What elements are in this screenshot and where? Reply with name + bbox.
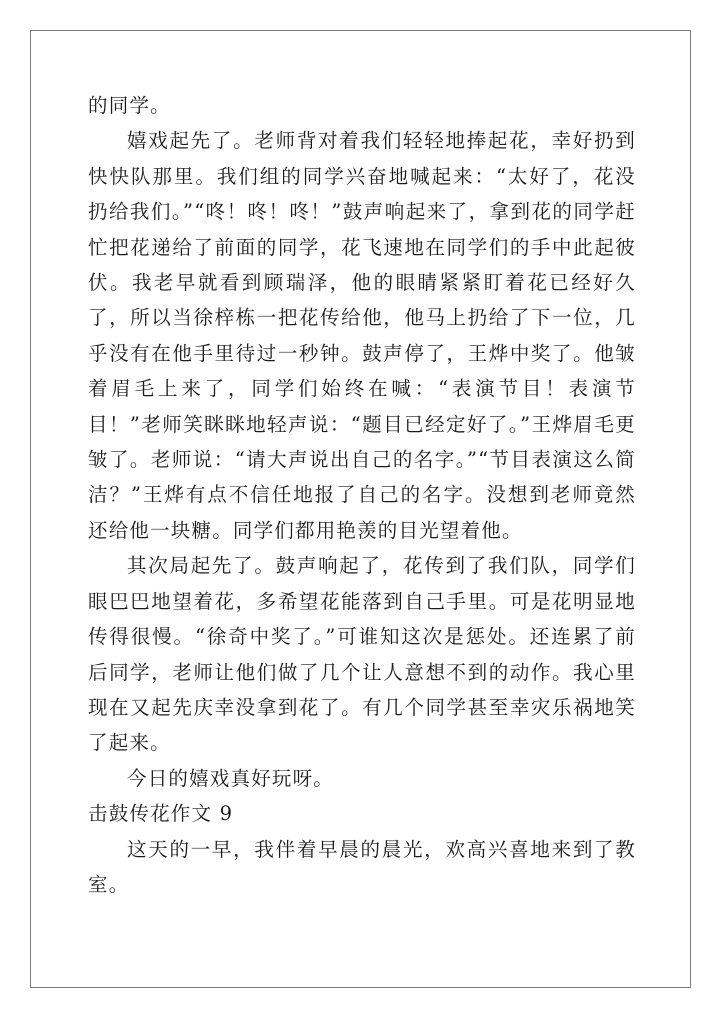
paragraph-new-essay-start: 这天的一早，我伴着早晨的晨光，欢高兴喜地来到了教室。 — [88, 837, 636, 896]
paragraph-conclusion: 今日的嬉戏真好玩呀。 — [127, 766, 335, 790]
paragraph-second-round: 其次局起先了。鼓声响起了，花传到了我们队，同学们眼巴巴地望着花，多希望花能落到自己手里。可是花明显地传得很慢。“徐奇中奖了。”可谁知这次是惩处。还连累了前后同学，老师让他们做了几个让人意想不到的动作。我心里现在又起先庆幸没拿到花了。有几个同学甚至幸灾乐祸地笑了起来。 — [88, 554, 636, 755]
paragraph-game-start: 嬉戏起先了。老师背对着我们轻轻地捧起花，幸好扔到快快队那里。我们组的同学兴奋地喊起来：“太好了，花没扔给我们。”“咚！咚！咚！”鼓声响起来了，拿到花的同学赶忙把花递给了前面的同学，花飞速地在同学们的手中此起彼伏。我老早就看到顾瑞泽，他的眼睛紧紧盯着花已经好久了，所以当徐梓栋一把花传给他，他马上扔给了下一位，几乎没有在他手里待过一秒钟。鼓声停了，王烨中奖了。他皱着眉毛上来了，同学们始终在喊：“表演节目！表演节目！”老师笑眯眯地轻声说：“题目已经定好了。”王烨眉毛更皱了。老师说：“请大声说出自己的名字。”“节目表演这么简洁？”王烨有点不信任地报了自己的名字。没想到老师竟然还给他一块糖。同学们都用艳羡的目光望着他。 — [88, 129, 636, 542]
paragraph-continuation: 的同学。 — [88, 94, 171, 117]
document-body — [88, 88, 636, 902]
essay-heading: 击鼓传花作文 9 — [88, 802, 234, 826]
